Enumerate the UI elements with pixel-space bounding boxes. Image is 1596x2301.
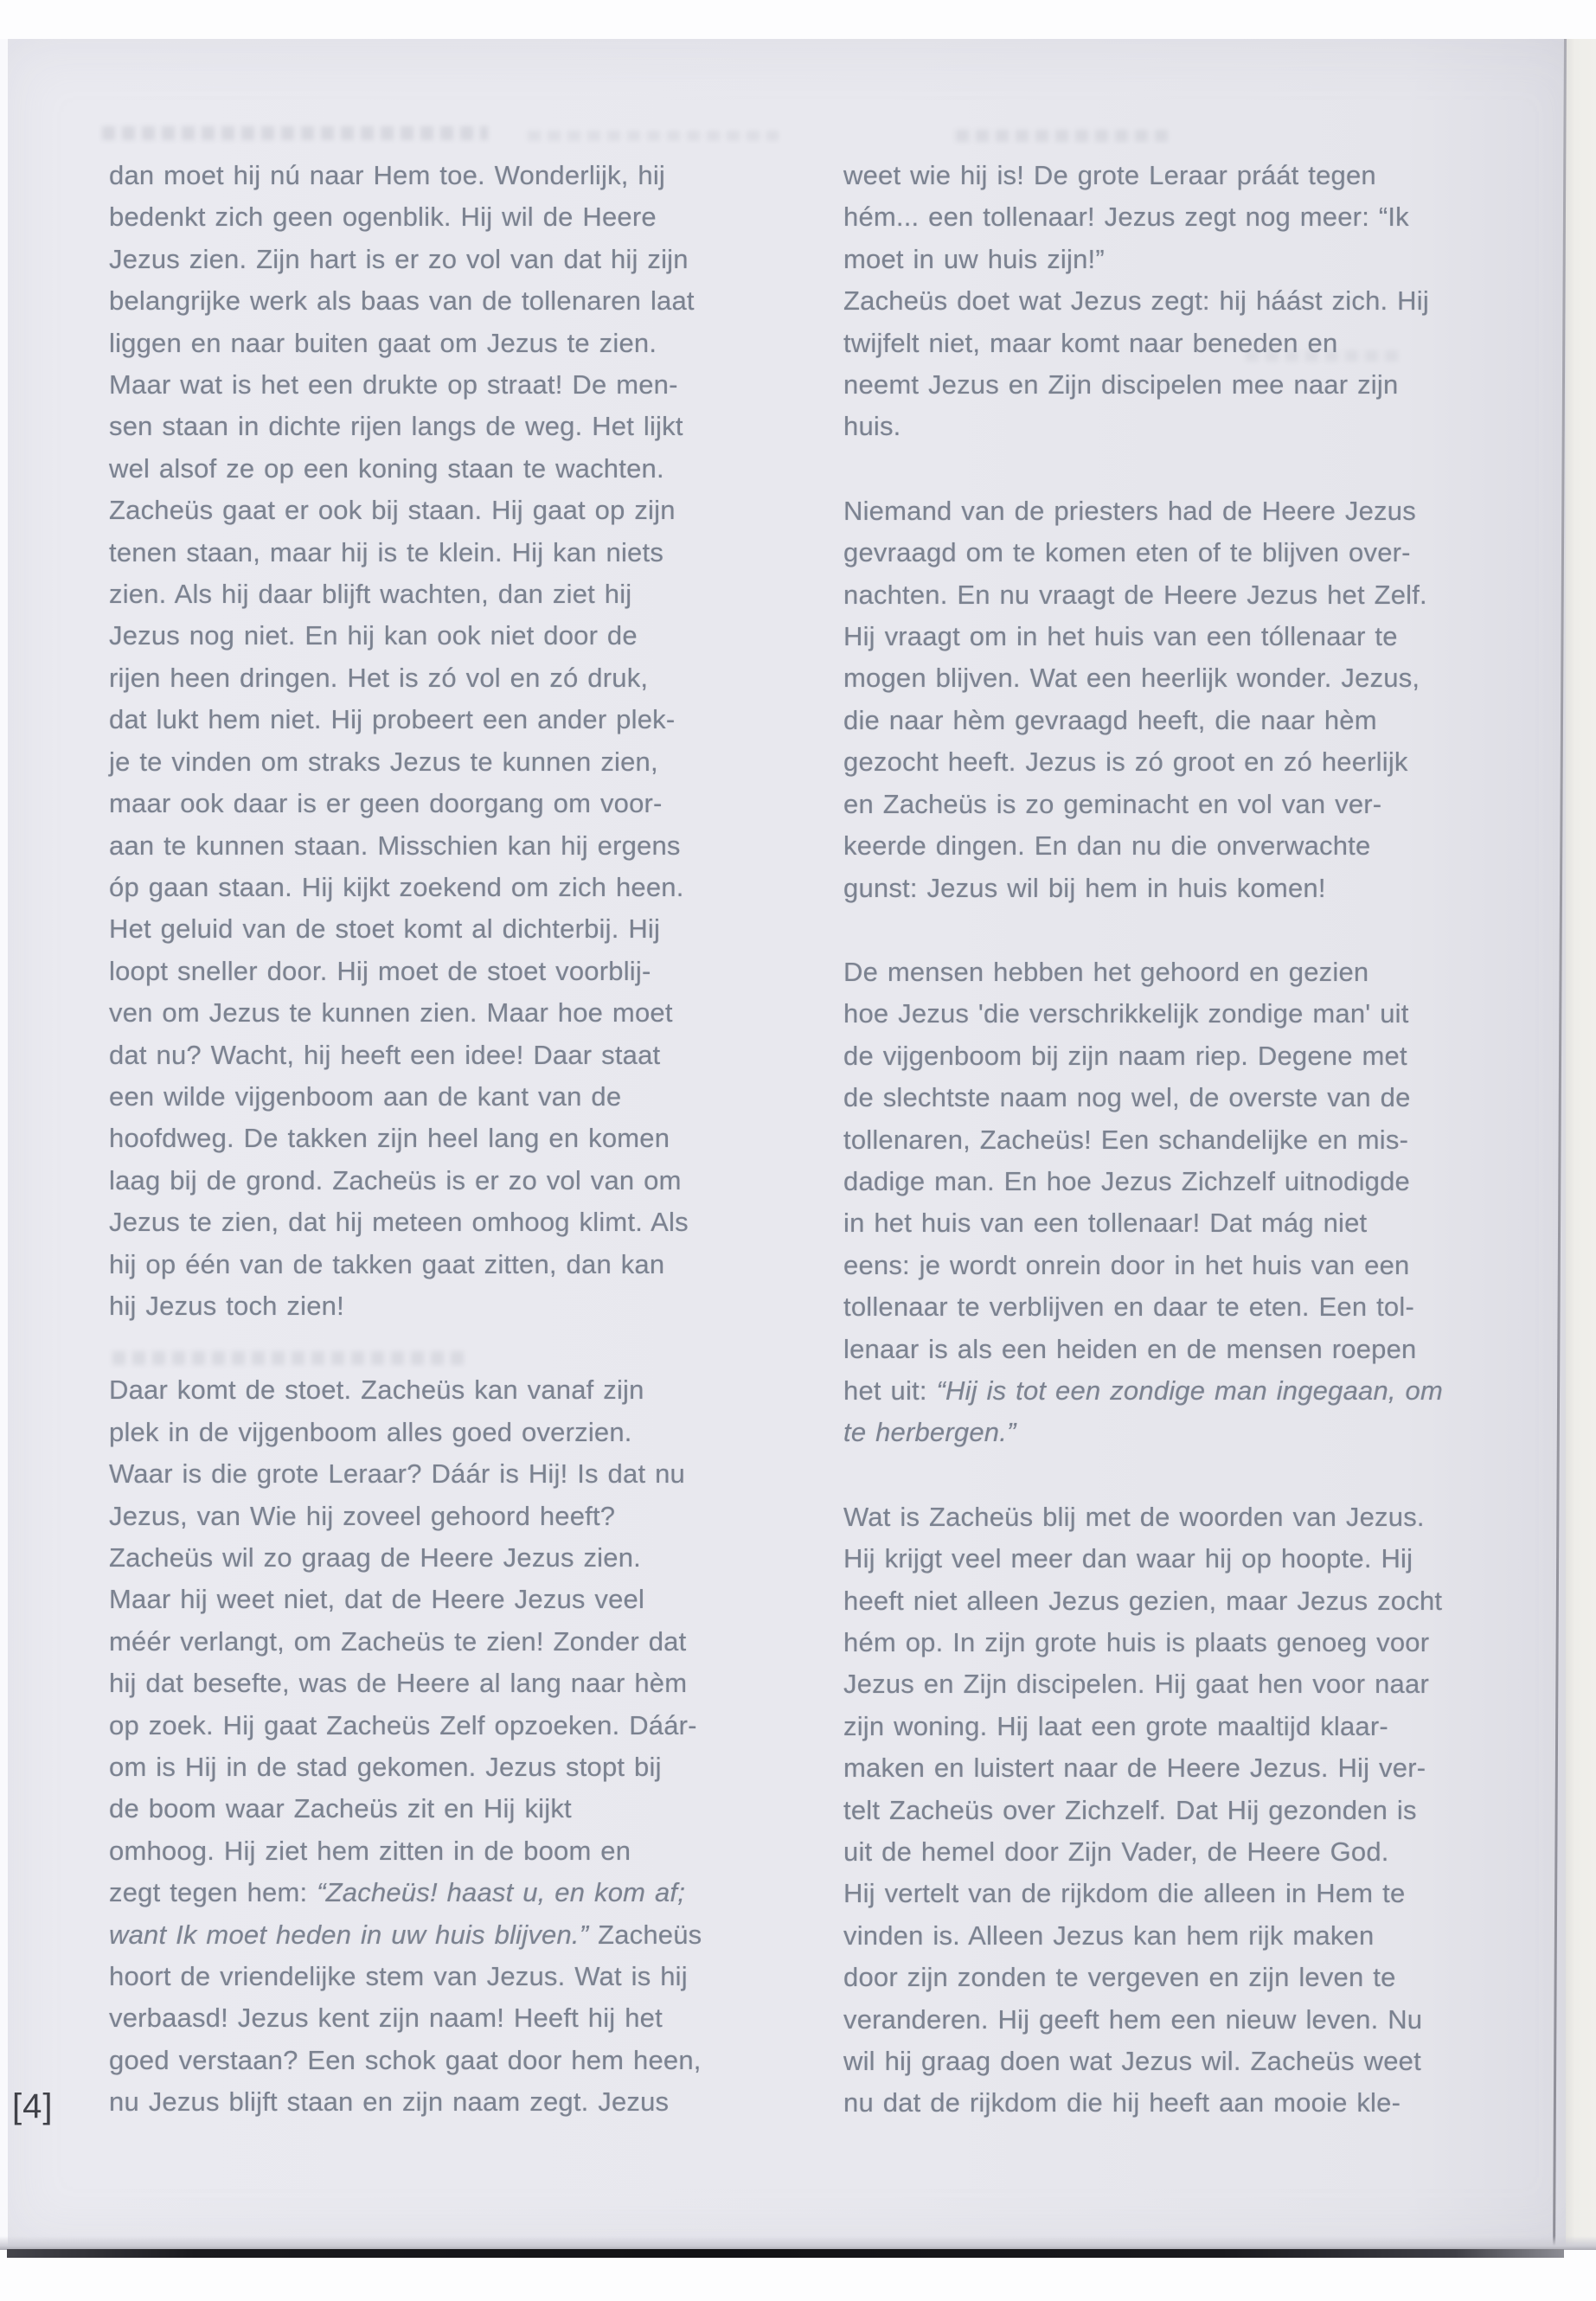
paragraph — [109, 1369, 747, 2123]
text-line: loopt sneller door. Hij moet de stoet voorblij- — [109, 955, 651, 986]
text-line: huis. — [843, 411, 901, 442]
text-line: de slechtste naam nog wel, de overste van de — [843, 1082, 1411, 1113]
text-line: door zijn zonden te vergeven en zijn leven te — [843, 1962, 1396, 1993]
text-line: wil hij graag doen wat Jezus wil. Zacheüs weet — [843, 2046, 1421, 2077]
text-line: dat nu? Wacht, hij heeft een idee! Daar staat — [109, 1039, 661, 1070]
text-line: méér verlangt, om Zacheüs te zien! Zonder dat — [109, 1625, 687, 1657]
text-line: tollenaren, Zacheüs! Een schandelijke en mis- — [843, 1124, 1409, 1155]
text-line: tenen staan, maar hij is te klein. Hij kan niets — [109, 536, 664, 567]
text-line: bedenkt zich geen ogenblik. Hij wil de Heere — [109, 202, 657, 233]
text-line: veranderen. Hij geeft hem een nieuw leven. Nu — [843, 2003, 1423, 2035]
paragraph — [843, 952, 1482, 1454]
bleedthrough-artifact — [102, 126, 488, 140]
text-line: Hij krijgt veel meer dan waar hij op hoopte. Hij — [843, 1543, 1413, 1574]
text-line: ven om Jezus te kunnen zien. Maar hoe moet — [109, 997, 673, 1029]
text-line: Het geluid van de stoet komt al dichterbij. Hij — [109, 913, 661, 945]
text-line: gevraagd om te komen eten of te blijven over- — [843, 537, 1411, 568]
text-line: dadige man. En hoe Jezus Zichzelf uitnodigde — [843, 1165, 1410, 1196]
text-line: goed verstaan? Een schok gaat door hem heen, — [109, 2044, 702, 2075]
text-line: uit de hemel door Zijn Vader, de Heere God. — [843, 1836, 1389, 1868]
text-line: zegt tegen hem: “Zacheüs! haast u, en kom af; — [109, 1877, 686, 1908]
paragraph — [843, 1497, 1482, 2125]
text-line: te herbergen.” — [843, 1417, 1016, 1448]
text-line: de boom waar Zacheüs zit en Hij kijkt — [109, 1793, 572, 1824]
text-line: op zoek. Hij gaat Zacheüs Zelf opzoeken. Dáár- — [109, 1709, 697, 1740]
text-line: om is Hij in de stad gekomen. Jezus stopt bij — [109, 1752, 662, 1783]
left-text-column — [109, 155, 747, 2124]
text-line: je te vinden om straks Jezus te kunnen zien, — [109, 746, 658, 777]
text-line: de vijgenboom bij zijn naam riep. Degene met — [843, 1040, 1407, 1071]
text-line: die naar hèm gevraagd heeft, die naar hèm — [843, 704, 1377, 735]
paragraph — [109, 155, 747, 1327]
text-line: hij Jezus toch zien! — [109, 1290, 344, 1321]
text-line: liggen en naar buiten gaat om Jezus te zien. — [109, 327, 657, 358]
text-line: sen staan in dichte rijen langs de weg. Het lijkt — [109, 411, 683, 442]
text-line: het uit: “Hij is tot een zondige man ingegaan, om — [843, 1375, 1443, 1406]
page-left-edge — [0, 39, 8, 2250]
paragraph — [843, 490, 1482, 909]
text-line: hoofdweg. De takken zijn heel lang en komen — [109, 1123, 670, 1154]
text-line: Zacheüs wil zo graag de Heere Jezus zien. — [109, 1542, 641, 1573]
text-line: en Zacheüs is zo geminacht en vol van ver- — [843, 788, 1382, 819]
text-line: lenaar is als een heiden en de mensen roepen — [843, 1333, 1417, 1364]
text-line: Daar komt de stoet. Zacheüs kan vanaf zijn — [109, 1375, 644, 1406]
text-line: dan moet hij nú naar Hem toe. Wonderlijk, hij — [109, 160, 666, 190]
text-line: Maar wat is het een drukte op straat! De men- — [109, 369, 678, 401]
text-line: nu dat de rijkdom die hij heeft aan mooie kle- — [843, 2087, 1401, 2118]
bleedthrough-artifact — [528, 131, 779, 141]
text-line: Maar hij weet niet, dat de Heere Jezus veel — [109, 1584, 645, 1615]
text-line: vinden is. Alleen Jezus kan hem rijk maken — [843, 1920, 1375, 1951]
text-line: dat lukt hem niet. Hij probeert een ander plek- — [109, 704, 676, 735]
text-line: hém... een tollenaar! Jezus zegt nog meer: “Ik — [843, 202, 1409, 233]
text-line: zijn woning. Hij laat een grote maaltijd klaar- — [843, 1710, 1388, 1741]
text-line: Jezus, van Wie hij zoveel gehoord heeft? — [109, 1500, 616, 1531]
text-line: plek in de vijgenboom alles goed overzien. — [109, 1416, 632, 1447]
text-line: gezocht heeft. Jezus is zó groot en zó heerlijk — [843, 747, 1408, 778]
text-line: Jezus zien. Zijn hart is er zo vol van dat hij zijn — [109, 243, 689, 274]
page-bottom-shadow — [0, 2236, 1596, 2250]
text-line: zien. Als hij daar blijft wachten, dan ziet hij — [109, 579, 632, 610]
text-line: Waar is die grote Leraar? Dáár is Hij! Is dat nu — [109, 1458, 685, 1490]
text-line: Wat is Zacheüs blij met de woorden van Jezus. — [843, 1501, 1425, 1532]
text-line: maken en luistert naar de Heere Jezus. Hij ver- — [843, 1753, 1426, 1784]
text-line: nu Jezus blijft staan en zijn naam zegt. Jezus — [109, 2086, 670, 2118]
text-line: moet in uw huis zijn!” — [843, 243, 1105, 274]
text-line: twijfelt niet, maar komt naar beneden en — [843, 327, 1338, 358]
text-line: hoort de vriendelijke stem van Jezus. Wat is hij — [109, 1961, 688, 1992]
text-line: laag bij de grond. Zacheüs is er zo vol van om — [109, 1164, 682, 1195]
text-line: gunst: Jezus wil bij hem in huis komen! — [843, 872, 1326, 903]
text-line: tollenaar te verblijven en daar te eten. Een tol- — [843, 1292, 1414, 1323]
text-line: Jezus nog niet. En hij kan ook niet door de — [109, 620, 638, 651]
text-line: weet wie hij is! De grote Leraar práát tegen — [843, 160, 1376, 190]
text-line: eens: je wordt onrein door in het huis van een — [843, 1249, 1410, 1280]
text-line: De mensen hebben het gehoord en gezien — [843, 956, 1369, 987]
text-line: want Ik moet heden in uw huis blijven.” Zacheüs — [109, 1919, 702, 1950]
text-line: maar ook daar is er geen doorgang om voor- — [109, 788, 663, 819]
text-line: Jezus te zien, dat hij meteen omhoog klimt. Als — [109, 1207, 689, 1238]
text-line: nachten. En nu vraagt de Heere Jezus het Zelf. — [843, 579, 1427, 610]
text-line: Zacheüs gaat er ook bij staan. Hij gaat op zijn — [109, 495, 676, 526]
text-line: belangrijke werk als baas van de tollenaren laat — [109, 285, 695, 317]
text-line: hém op. In zijn grote huis is plaats genoeg voor — [843, 1627, 1430, 1657]
text-line: óp gaan staan. Hij kijkt zoekend om zich heen. — [109, 871, 684, 902]
text-line: verbaasd! Jezus kent zijn naam! Heeft hij het — [109, 2003, 663, 2034]
text-line: Zacheüs doet wat Jezus zegt: hij háást zich. Hij — [843, 285, 1429, 317]
text-line: aan te kunnen staan. Misschien kan hij ergens — [109, 830, 681, 861]
text-line: Hij vertelt van de rijkdom die alleen in Hem te — [843, 1878, 1406, 1909]
text-line: hoe Jezus 'die verschrikkelijk zondige man' uit — [843, 998, 1409, 1029]
text-line: heeft niet alleen Jezus gezien, maar Jezus zocht — [843, 1585, 1443, 1616]
right-text-column — [843, 155, 1482, 2125]
text-line: rijen heen dringen. Het is zó vol en zó druk, — [109, 662, 649, 693]
text-line: Jezus en Zijn discipelen. Hij gaat hen voor naar — [843, 1669, 1429, 1700]
text-line: een wilde vijgenboom aan de kant van de — [109, 1080, 622, 1112]
text-line: Hij vraagt om in het huis van een tóllenaar te — [843, 621, 1398, 652]
text-line: in het huis van een tollenaar! Dat mág niet — [843, 1208, 1368, 1239]
page-right-margin — [1566, 39, 1596, 2250]
page-number-label: [4] — [12, 2087, 54, 2125]
text-line: hij op één van de takken gaat zitten, dan kan — [109, 1248, 665, 1279]
page-bottom-edge — [7, 2249, 1564, 2258]
text-line: keerde dingen. En dan nu die onverwachte — [843, 830, 1371, 862]
text-line: wel alsof ze op een koning staan te wachten. — [109, 452, 664, 484]
text-line: mogen blijven. Wat een heerlijk wonder. Jezus, — [843, 663, 1420, 694]
text-line: telt Zacheüs over Zichzelf. Dat Hij gezonden is — [843, 1794, 1417, 1825]
text-line: Niemand van de priesters had de Heere Jezus — [843, 495, 1416, 526]
text-line: neemt Jezus en Zijn discipelen mee naar zijn — [843, 369, 1399, 401]
paragraph — [843, 155, 1482, 448]
text-line: hij dat besefte, was de Heere al lang naar hèm — [109, 1668, 688, 1699]
bleedthrough-artifact — [956, 130, 1168, 142]
text-line: omhoog. Hij ziet hem zitten in de boom en — [109, 1835, 631, 1866]
